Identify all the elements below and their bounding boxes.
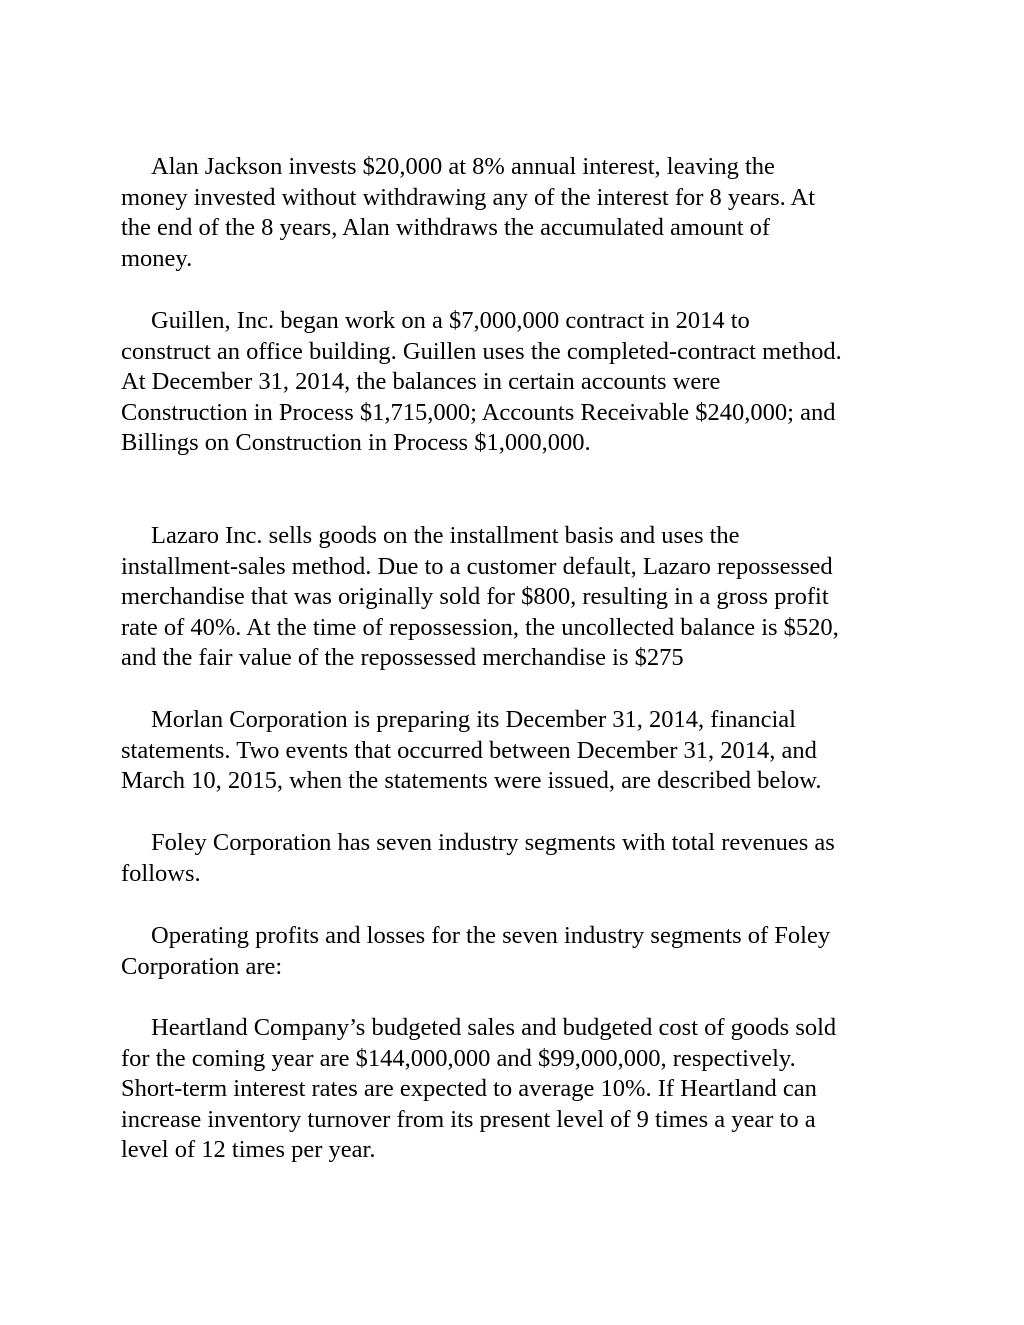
paragraph-guillen: Guillen, Inc. began work on a $7,000,000 contract in 2014 to construct an office building. Guillen uses the completed-contract method. At December 31, 2014, the balances in certain accounts were Construction in Process $1,715,000; Accounts Receivable $240,000; and Billings on Construction in Process $1,000,000.	[121, 307, 842, 457]
paragraph-alan-jackson: Alan Jackson invests $20,000 at 8% annual interest, leaving the money invested without withdrawing any of the interest for 8 years. At the end of the 8 years, Alan withdraws the accumulated amount of money.	[121, 153, 816, 272]
paragraph-foley-profits: Operating profits and losses for the seven industry segments of Foley Corporation are:	[121, 922, 831, 980]
paragraph-heartland: Heartland Company’s budgeted sales and budgeted cost of goods sold for the coming year are $144,000,000 and $99,000,000, respectively. Short-term interest rates are expected to average 10%. If Heartland can increase inventory turnover from its present level of 9 times a year to a level of 12 times per year.	[121, 1014, 837, 1164]
paragraph-lazaro: Lazaro Inc. sells goods on the installment basis and uses the installment-sales method. Due to a customer default, Lazaro repossessed merchandise that was originally sold for $800, resulting in a gross profit rate of 40%. At the time of repossession, the uncollected balance is $520, and the fair value of the repossessed merchandise is $275	[121, 522, 839, 672]
paragraph-morlan: Morlan Corporation is preparing its December 31, 2014, financial statements. Two events that occurred between December 31, 2014, and March 10, 2015, when the statements were issued, are described below.	[121, 706, 822, 795]
paragraph-foley-revenues: Foley Corporation has seven industry segments with total revenues as follows.	[121, 829, 835, 887]
